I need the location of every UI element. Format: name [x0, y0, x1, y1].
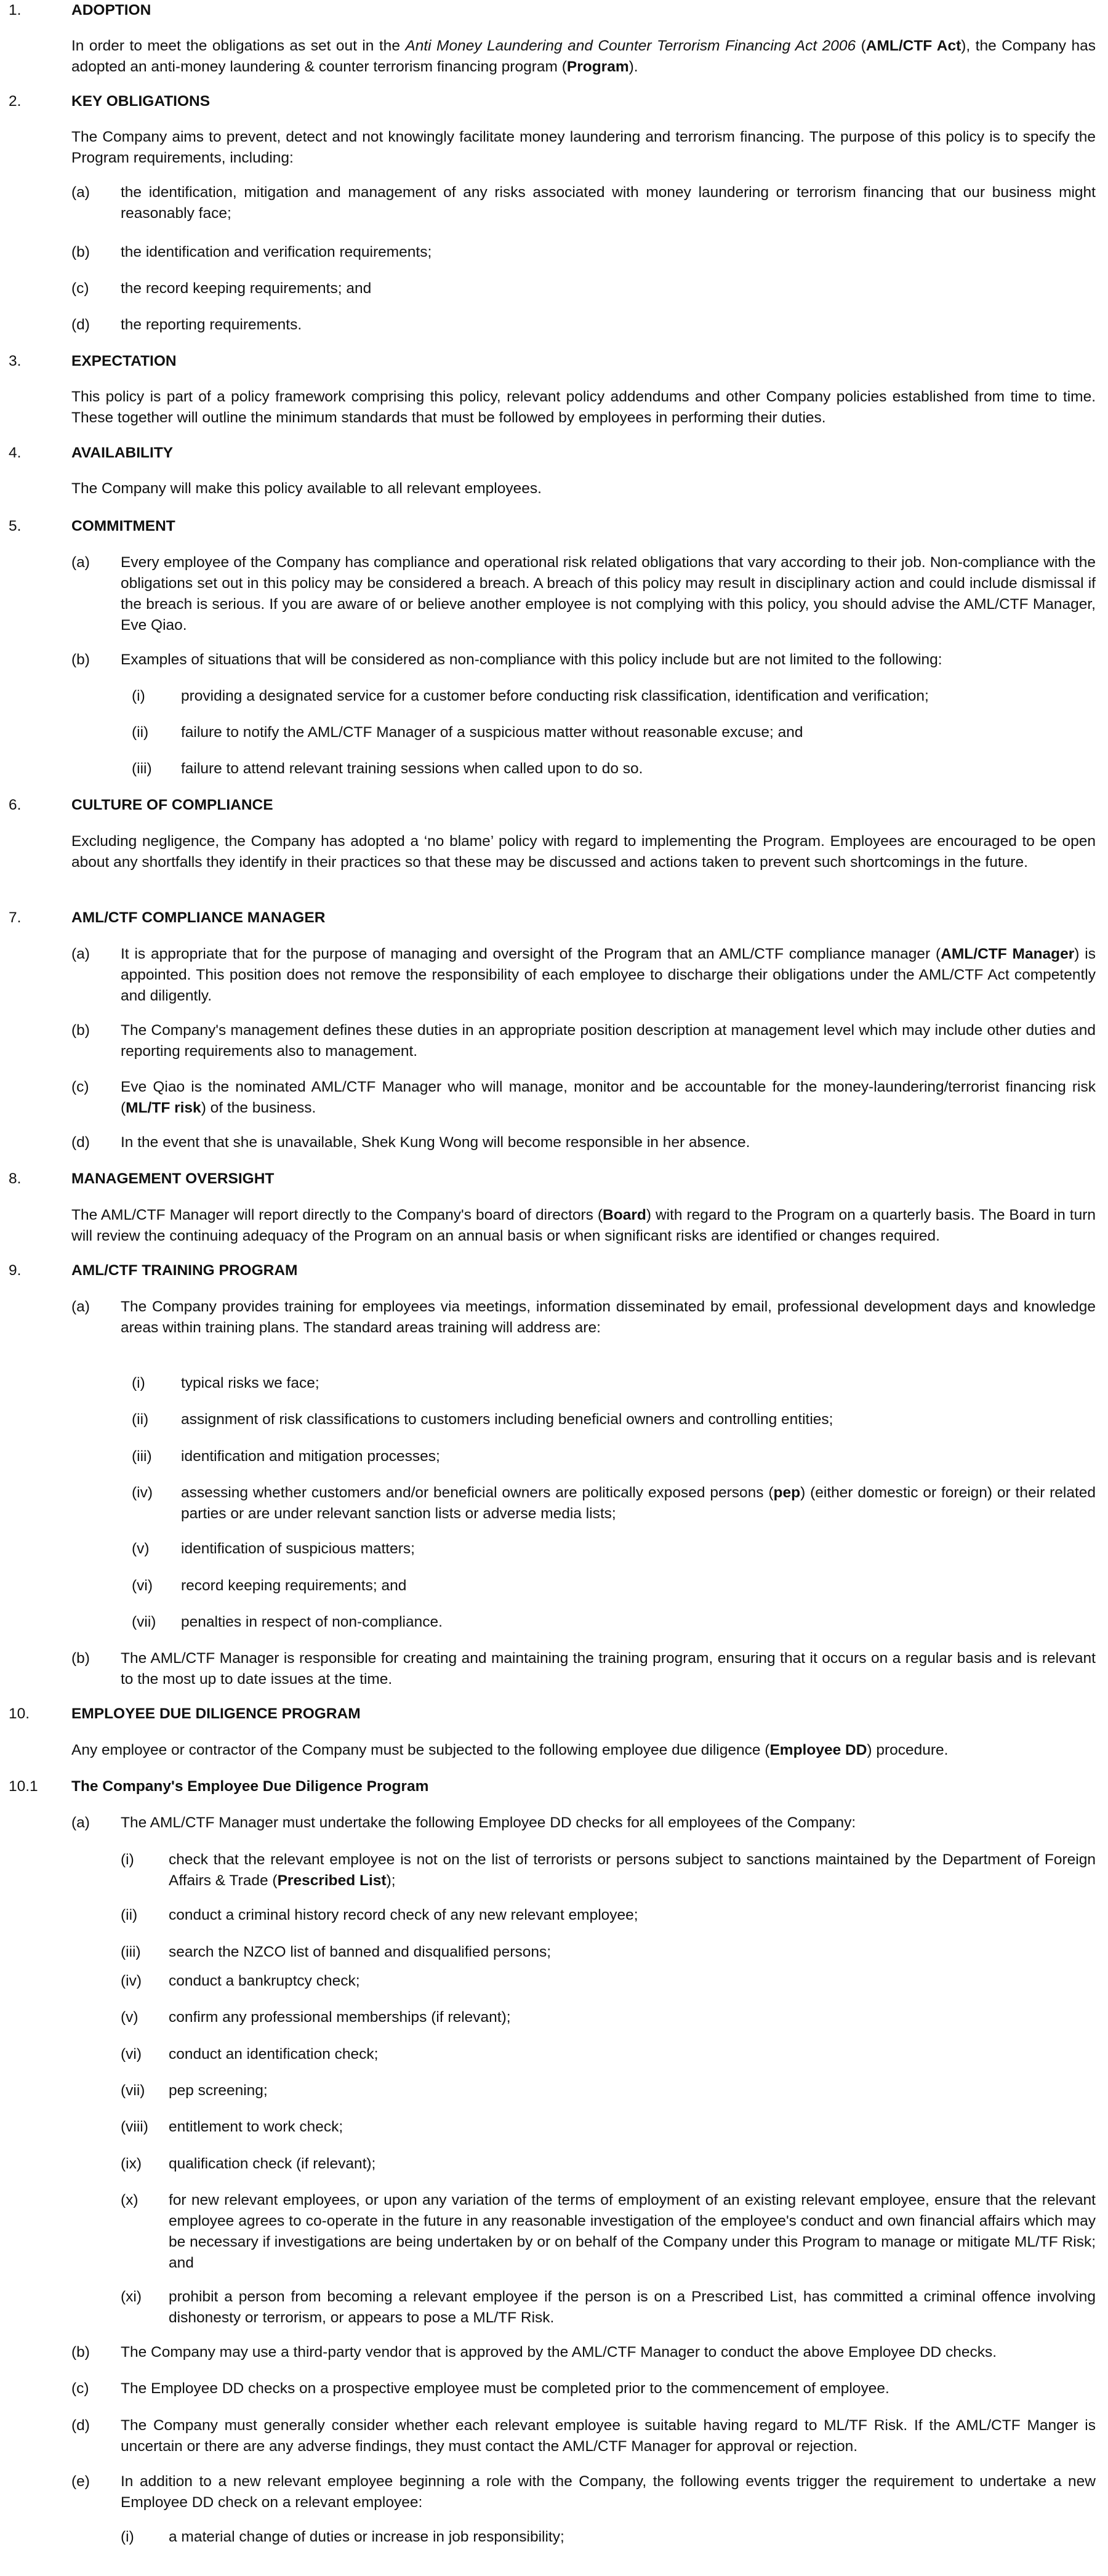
item-text: entitlement to work check; — [169, 2119, 343, 2135]
text-run: check that the relevant employee is not on the list of terrorists or persons subject to sanctions maintained by the Department of Foreign Affairs & Trade ( — [169, 1851, 1096, 1889]
item-text: conduct a bankruptcy check; — [169, 1973, 360, 1989]
section-number: 8. — [9, 1170, 22, 1187]
defined-term: AML/CTF Act — [865, 38, 961, 54]
section-number: 9. — [9, 1262, 22, 1279]
item-label: (b) — [71, 244, 90, 260]
item-text: The AML/CTF Manager must undertake the following Employee DD checks for all employees of the Company: — [121, 1814, 856, 1831]
item-text: Examples of situations that will be considered as non-compliance with this policy include but are not limited to the following: — [121, 651, 942, 668]
section-title: AML/CTF COMPLIANCE MANAGER — [71, 909, 326, 926]
section-number: 7. — [9, 909, 22, 926]
item-text: assignment of risk classifications to customers including beneficial owners and controlling entities; — [181, 1411, 833, 1428]
item-label: (v) — [132, 1540, 150, 1557]
item-label: (b) — [71, 651, 90, 668]
section-number: 5. — [9, 518, 22, 534]
item-text: prohibit a person from becoming a relevant employee if the person is on a Prescribed List, has committed a criminal offence involving dishonesty or terrorism, or appears to pose a ML/TF Risk. — [169, 2288, 1096, 2326]
item-text: conduct a criminal history record check of any new relevant employee; — [169, 1907, 638, 1923]
item-text: The Company's management defines these duties in an appropriate position description at management level which may include other duties and reporting requirements also to management. — [121, 1022, 1096, 1060]
item-text: failure to notify the AML/CTF Manager of a suspicious matter without reasonable excuse; and — [181, 724, 803, 741]
item-label: (iv) — [121, 1973, 142, 1989]
section-number: 4. — [9, 445, 22, 461]
item-text: In the event that she is unavailable, Shek Kung Wong will become responsible in her absence. — [121, 1134, 750, 1151]
section-title: AML/CTF TRAINING PROGRAM — [71, 1262, 298, 1279]
section-title: AVAILABILITY — [71, 445, 174, 461]
item-text: The Employee DD checks on a prospective employee must be completed prior to the commencement of employee. — [121, 2380, 889, 2397]
item-label: (a) — [71, 554, 90, 571]
item-label: (a) — [71, 1814, 90, 1831]
section-number: 6. — [9, 797, 22, 813]
item-text: for new relevant employees, or upon any variation of the terms of employment of an existing relevant employee, ensure that the relevant employee agrees to co-operate in the future in any reasonable investigation of the employee's conduct and own financial affairs which may be necessary if investigations are being undertaken by or on behalf of the Company under this Program to manage or mitigate ML/TF Risk; and — [169, 2192, 1096, 2271]
item-text: In addition to a new relevant employee beginning a role with the Company, the following events trigger the requirement to undertake a new Employee DD check on a relevant employee: — [121, 2473, 1096, 2511]
section-title: COMMITMENT — [71, 518, 175, 534]
item-text: The Company may use a third-party vendor that is approved by the AML/CTF Manager to conduct the above Employee DD checks. — [121, 2344, 997, 2361]
item-text: record keeping requirements; and — [181, 1577, 407, 1594]
text-run: ) is appointed. This position does not remove the responsibility of each employee to discharge their obligations under the AML/CTF Act competently and diligently. — [121, 946, 1096, 1004]
item-label: (b) — [71, 1650, 90, 1667]
section-title: KEY OBLIGATIONS — [71, 93, 211, 110]
item-text: the record keeping requirements; and — [121, 280, 372, 297]
item-text: pep screening; — [169, 2082, 268, 2099]
section-number: 3. — [9, 353, 22, 369]
item-text: the reporting requirements. — [121, 316, 302, 333]
text-run: ). — [628, 58, 638, 75]
section-title: The Company's Employee Due Diligence Program — [71, 1778, 429, 1795]
section-title: MANAGEMENT OVERSIGHT — [71, 1170, 275, 1187]
item-text: penalties in respect of non-compliance. — [181, 1614, 443, 1630]
item-label: (vii) — [132, 1614, 156, 1630]
text-run: ) procedure. — [867, 1742, 949, 1758]
defined-term: ML/TF risk — [126, 1100, 201, 1116]
item-label: (iii) — [121, 1944, 141, 1960]
item-text: identification of suspicious matters; — [181, 1540, 415, 1557]
item-text: the identification, mitigation and management of any risks associated with money laundering or terrorism financing that our business might reasonably face; — [121, 184, 1096, 222]
item-label: (vii) — [121, 2082, 145, 2099]
defined-term: Board — [603, 1207, 646, 1223]
item-label: (v) — [121, 2009, 138, 2026]
item-text: confirm any professional memberships (if relevant); — [169, 2009, 511, 2026]
item-label: (a) — [71, 184, 90, 201]
item-label: (e) — [71, 2473, 90, 2490]
item-label: (iii) — [132, 760, 152, 777]
item-text: qualification check (if relevant); — [169, 2155, 376, 2172]
text-run: The AML/CTF Manager will report directly to the Company's board of directors ( — [71, 1207, 603, 1223]
text-run: ); — [386, 1872, 396, 1889]
section-number: 10. — [9, 1705, 30, 1722]
section-number: 1. — [9, 2, 22, 18]
section-title: ADOPTION — [71, 2, 151, 18]
text-run: ( — [856, 38, 866, 54]
item-label: (ii) — [121, 1907, 138, 1923]
item-label: (xi) — [121, 2288, 142, 2305]
item-label: (ix) — [121, 2155, 142, 2172]
paragraph-text: Excluding negligence, the Company has adopted a ‘no blame’ policy with regard to implementing the Program. Employees are encouraged to be open about any shortfalls they identify in their practices so that these may be discussed and actions taken to prevent such shortcomings in the future. — [71, 833, 1096, 871]
item-label: (iii) — [132, 1448, 152, 1465]
section-number: 2. — [9, 93, 22, 110]
item-label: (d) — [71, 1134, 90, 1151]
item-text: The Company must generally consider whether each relevant employee is suitable having regard to ML/TF Risk. If the AML/CTF Manger is uncertain or there are any adverse findings, they must contact the AML/CTF Manager for approval or rejection. — [121, 2417, 1096, 2455]
item-text: search the NZCO list of banned and disqualified persons; — [169, 1944, 552, 1960]
item-text: providing a designated service for a customer before conducting risk classification, identification and verification; — [181, 688, 929, 704]
text-run: ) with regard to the Program on a quarterly basis. The Board in turn will review the continuing adequacy of the Program on an annual basis or when significant risks are identified or changes required. — [71, 1207, 1096, 1244]
paragraph-text: This policy is part of a policy framework comprising this policy, relevant policy addendums and other Company policies established from time to time. These together will outline the minimum standards that must be followed by employees in performing their duties. — [71, 388, 1096, 426]
item-label: (iv) — [132, 1484, 153, 1501]
section-number: 10.1 — [9, 1778, 38, 1795]
item-text: identification and mitigation processes; — [181, 1448, 440, 1465]
defined-term: Prescribed List — [277, 1872, 387, 1889]
item-label: (d) — [71, 2417, 90, 2434]
text-run: In order to meet the obligations as set out in the — [71, 38, 406, 54]
text-run: It is appropriate that for the purpose of managing and oversight of the Program that an AML/CTF compliance manager ( — [121, 946, 941, 962]
item-label: (b) — [71, 2344, 90, 2361]
item-text: failure to attend relevant training sessions when called upon to do so. — [181, 760, 643, 777]
section-title: EXPECTATION — [71, 353, 177, 369]
text-run: Any employee or contractor of the Company must be subjected to the following employee due diligence ( — [71, 1742, 770, 1758]
defined-term: Employee DD — [769, 1742, 867, 1758]
item-text: the identification and verification requirements; — [121, 244, 432, 260]
item-text: a material change of duties or increase in job responsibility; — [169, 2529, 564, 2545]
item-label: (a) — [71, 946, 90, 962]
section-title: CULTURE OF COMPLIANCE — [71, 797, 273, 813]
item-label: (c) — [71, 1079, 89, 1095]
item-label: (ii) — [132, 724, 149, 741]
item-label: (c) — [71, 2380, 89, 2397]
item-text: typical risks we face; — [181, 1375, 319, 1391]
section-title: EMPLOYEE DUE DILIGENCE PROGRAM — [71, 1705, 361, 1722]
item-label: (i) — [132, 1375, 145, 1391]
item-label: (i) — [132, 688, 145, 704]
item-label: (a) — [71, 1298, 90, 1315]
item-label: (viii) — [121, 2119, 148, 2135]
item-text: conduct an identification check; — [169, 2046, 379, 2063]
item-label: (x) — [121, 2192, 138, 2208]
item-text: Every employee of the Company has compliance and operational risk related obligations that vary according to their job. Non-compliance with the obligations set out in this policy may be considered a breach. A breach of this policy may result in disciplinary action and could include dismissal if the breach is serious. If you are aware of or believe another employee is not complying with this policy, you should advise the AML/CTF Manager, Eve Qiao. — [121, 554, 1096, 634]
paragraph-text: The Company will make this policy available to all relevant employees. — [71, 480, 542, 497]
item-label: (b) — [71, 1022, 90, 1039]
text-run: assessing whether customers and/or beneficial owners are politically exposed persons ( — [181, 1484, 774, 1501]
item-label: (c) — [71, 280, 89, 297]
item-label: (i) — [121, 1851, 134, 1868]
item-label: (i) — [121, 2529, 134, 2545]
item-label: (d) — [71, 316, 90, 333]
item-text: The Company provides training for employees via meetings, information disseminated by email, professional development days and knowledge areas within training plans. The standard areas training will address are: — [121, 1298, 1096, 1336]
item-label: (vi) — [121, 2046, 142, 2063]
item-label: (vi) — [132, 1577, 153, 1594]
text-run: ), the Company has adopted an anti-money laundering & counter terrorism financing program ( — [71, 38, 1096, 75]
text-run: ) of the business. — [201, 1100, 316, 1116]
item-label: (ii) — [132, 1411, 149, 1428]
defined-term: pep — [773, 1484, 801, 1501]
defined-term: AML/CTF Manager — [941, 946, 1075, 962]
item-text: The AML/CTF Manager is responsible for creating and maintaining the training program, ensuring that it occurs on a regular basis and is relevant to the most up to date issues at the time. — [121, 1650, 1096, 1688]
text-run: Eve Qiao is the nominated AML/CTF Manager who will manage, monitor and be accountable for the money-laundering/terrorist financing risk ( — [121, 1079, 1096, 1116]
act-name: Anti Money Laundering and Counter Terrorism Financing Act 2006 — [405, 38, 856, 54]
defined-term: Program — [566, 58, 629, 75]
paragraph-text: The Company aims to prevent, detect and not knowingly facilitate money laundering and terrorism financing. The purpose of this policy is to specify the Program requirements, including: — [71, 129, 1096, 166]
text-run: ) (either domestic or foreign) or their related parties or are under relevant sanction lists or adverse media lists; — [181, 1484, 1096, 1522]
